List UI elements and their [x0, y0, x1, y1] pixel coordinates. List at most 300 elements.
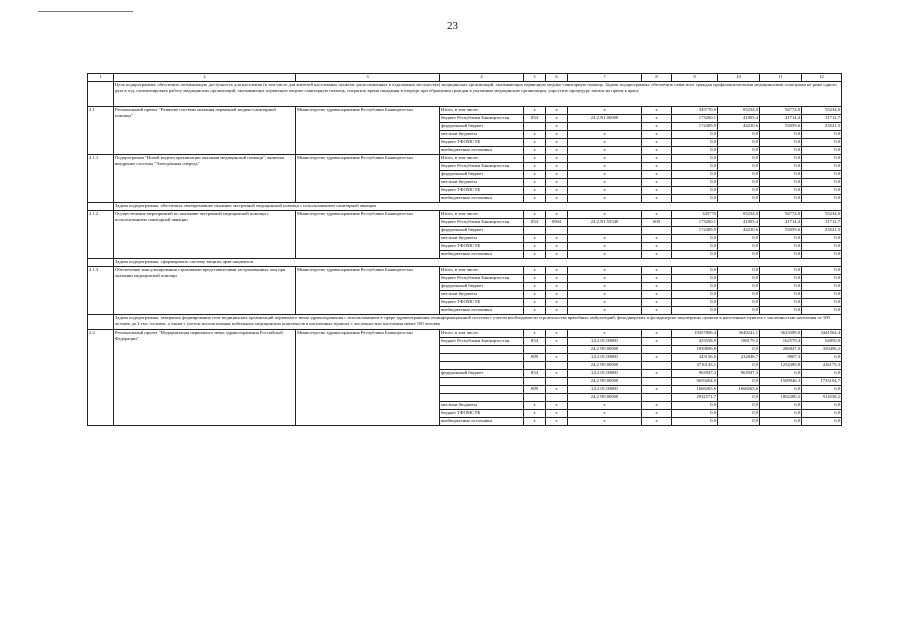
amount-cell: 0,0	[802, 307, 842, 315]
amount-cell: 0,0	[760, 235, 802, 243]
code-cell: 809	[524, 386, 546, 394]
code-cell: х	[546, 211, 568, 219]
code-cell: х	[546, 171, 568, 179]
amount-cell: 0,0	[672, 171, 718, 179]
code-cell	[642, 227, 672, 235]
amount-cell: 0,0	[760, 171, 802, 179]
code-cell: х	[524, 275, 546, 283]
amount-cell: 0,0	[802, 243, 842, 251]
code-cell: х	[642, 187, 672, 195]
amount-cell: 172409,9	[672, 227, 718, 235]
amount-cell: 0,0	[718, 155, 760, 163]
amount-cell: 345770,0	[672, 107, 718, 115]
col-header: 6	[546, 74, 568, 82]
amount-cell: 0,0	[760, 386, 802, 394]
funding-source: бюджет ТФОМС РБ	[440, 410, 524, 418]
amount-cell: 0,0	[718, 187, 760, 195]
amount-cell: 53059,6	[760, 227, 802, 235]
code-cell: х	[642, 139, 672, 147]
amount-cell: 0,0	[760, 402, 802, 410]
col-header: 2	[114, 74, 296, 82]
funding-source	[440, 394, 524, 402]
amount-cell: 0,0	[802, 171, 842, 179]
code-cell: х	[524, 291, 546, 299]
code-cell: х	[546, 283, 568, 291]
amount-cell: 3623309,0	[760, 330, 802, 338]
col-header: 5	[524, 74, 546, 82]
funding-source: бюджет ТФОМС РБ	[440, 243, 524, 251]
code-cell: х	[546, 131, 568, 139]
task-row	[88, 82, 842, 107]
amount-cell: 914538,2	[802, 394, 842, 402]
code-cell: х	[524, 283, 546, 291]
table-row	[88, 330, 842, 338]
code-cell: х	[524, 418, 546, 426]
code-cell: х	[546, 163, 568, 171]
amount-cell: 0,0	[802, 267, 842, 275]
amount-cell: 41003,4	[718, 219, 760, 227]
amount-cell: 188179,5	[718, 338, 760, 346]
amount-cell: 0,0	[802, 179, 842, 187]
amount-cell: 0,0	[718, 362, 760, 370]
code-cell: х	[642, 179, 672, 187]
amount-cell: 162579,4	[760, 338, 802, 346]
funding-source: бюджет Республики Башкортостан	[440, 115, 524, 123]
code-cell: х	[568, 410, 642, 418]
code-cell: х	[568, 418, 642, 426]
amount-cell: 0,0	[760, 283, 802, 291]
col-header: 8	[642, 74, 672, 82]
task-text: Задача подпрограммы: завершить формирование сети медицинских организаций первичного звена здравоохранения с использованием в сфере здравоохранения геоинформационной системы с учетом необходимости строительства врачебных амбулаторий, фельдшерских и фельдшерско-акушерских пунктов в населенных пунктах с численностью населения от 100 человек до 2 тыс. человек, а также с учетом использования мобильных медицинских комплексов в населенных пунктах с численностью населения менее 100 человек	[114, 315, 842, 330]
code-cell: х	[546, 354, 568, 362]
code-cell: х	[568, 155, 642, 163]
code-cell: х	[546, 370, 568, 378]
item-number: 2.1.2	[88, 211, 114, 259]
code-cell: 24.2.N9.00000	[568, 362, 642, 370]
code-cell: х	[546, 235, 568, 243]
funding-source: федеральный бюджет	[440, 283, 524, 291]
amount-cell: 0,0	[760, 370, 802, 378]
code-cell: х	[642, 123, 672, 131]
code-cell	[642, 362, 672, 370]
amount-cell: 1509946,3	[760, 378, 802, 386]
amount-cell: 0,0	[802, 299, 842, 307]
code-cell	[642, 378, 672, 386]
amount-cell: 0,0	[718, 147, 760, 155]
code-cell: х	[642, 410, 672, 418]
code-cell: х	[642, 115, 672, 123]
task-row	[88, 315, 842, 330]
amount-cell: 0,0	[718, 267, 760, 275]
amount-cell: 1668265,6	[672, 386, 718, 394]
amount-cell: 0,0	[672, 195, 718, 203]
code-cell: х	[568, 235, 642, 243]
amount-cell: 55234,0	[802, 211, 842, 219]
amount-cell: 55234,0	[802, 107, 842, 115]
code-cell: х	[546, 275, 568, 283]
code-cell: 24.2.N1.00000	[568, 115, 642, 123]
amount-cell: 0,0	[802, 235, 842, 243]
code-cell: х	[642, 131, 672, 139]
item-executor: Министерство здравоохранения Республики Башкортостан	[296, 211, 440, 259]
code-cell: х	[524, 107, 546, 115]
amount-cell: 94774,0	[760, 107, 802, 115]
code-cell: х	[642, 402, 672, 410]
amount-cell: 0,0	[760, 307, 802, 315]
handwritten-mark	[38, 11, 133, 14]
code-cell	[546, 378, 568, 386]
funding-source: внебюджетные источники	[440, 195, 524, 203]
amount-cell: 0,0	[718, 139, 760, 147]
code-cell: х	[546, 139, 568, 147]
code-cell: х	[524, 187, 546, 195]
amount-cell: 0,0	[718, 394, 760, 402]
amount-cell: 0,0	[718, 307, 760, 315]
amount-cell: 0,0	[760, 243, 802, 251]
funding-source: Итого, в том числе:	[440, 330, 524, 338]
amount-cell: 41714,4	[760, 115, 802, 123]
item-name: Региональный проект "Развитие системы оказания первичной медико-санитарной помощи"	[114, 107, 296, 155]
code-cell: 24.2.01.00000	[568, 386, 642, 394]
funding-source: внебюджетные источники	[440, 147, 524, 155]
task-row	[88, 259, 842, 267]
amount-cell: 85234,0	[718, 107, 760, 115]
funding-source: местные бюджеты	[440, 179, 524, 187]
item-name: Осуществление мероприятий по оказанию экстренной медицинской помощи с использованием санитарной авиации	[114, 211, 296, 259]
funding-source: внебюджетные источники	[440, 251, 524, 259]
funding-source: местные бюджеты	[440, 131, 524, 139]
code-cell: 854	[524, 219, 546, 227]
amount-cell: 0,0	[718, 378, 760, 386]
amount-cell: 31712,7	[802, 219, 842, 227]
code-cell	[568, 227, 642, 235]
code-cell: х	[642, 275, 672, 283]
code-cell	[524, 227, 546, 235]
code-cell: 24.2.N9.00000	[568, 378, 642, 386]
funding-source	[440, 378, 524, 386]
code-cell: х	[642, 418, 672, 426]
amount-cell: 1668265,6	[718, 386, 760, 394]
code-cell: х	[568, 330, 642, 338]
funding-source: федеральный бюджет	[440, 227, 524, 235]
table-row	[88, 211, 842, 219]
code-cell: х	[642, 155, 672, 163]
amount-cell: 0,0	[802, 147, 842, 155]
amount-cell: 19457806,4	[672, 330, 718, 338]
code-cell: х	[546, 195, 568, 203]
code-cell: х	[524, 171, 546, 179]
amount-cell: 0,0	[802, 155, 842, 163]
funding-source: местные бюджеты	[440, 402, 524, 410]
code-cell: х	[642, 386, 672, 394]
code-cell: х	[546, 267, 568, 275]
code-cell: х	[568, 171, 642, 179]
funding-source	[440, 386, 524, 394]
amount-cell: 0,0	[672, 402, 718, 410]
amount-cell: 453558,9	[672, 338, 718, 346]
code-cell: х	[568, 291, 642, 299]
col-header: 7	[568, 74, 642, 82]
code-cell: х	[568, 187, 642, 195]
amount-cell: 85234,0	[718, 211, 760, 219]
amount-cell: 0,0	[802, 251, 842, 259]
funding-source: федеральный бюджет	[440, 123, 524, 131]
item-executor: Министерство здравоохранения Республики Башкортостан	[296, 107, 440, 155]
amount-cell: 31712,7	[802, 115, 842, 123]
amount-cell: 0,0	[718, 251, 760, 259]
amount-cell: 0,0	[672, 299, 718, 307]
amount-cell: 0,0	[718, 410, 760, 418]
code-cell: х	[524, 195, 546, 203]
amount-cell: 0,0	[672, 147, 718, 155]
amount-cell: 0,0	[672, 418, 718, 426]
amount-cell: 173260,1	[672, 115, 718, 123]
amount-cell: 0,0	[802, 370, 842, 378]
code-cell: х	[568, 131, 642, 139]
code-cell: х	[568, 139, 642, 147]
amount-cell: 0,0	[802, 163, 842, 171]
code-cell: х	[524, 211, 546, 219]
code-cell: х	[568, 267, 642, 275]
code-cell	[546, 346, 568, 354]
code-cell: х	[524, 147, 546, 155]
code-cell: х	[546, 107, 568, 115]
amount-cell: 0,0	[672, 243, 718, 251]
code-cell: х	[568, 211, 642, 219]
code-cell: х	[642, 171, 672, 179]
col-header: 11	[760, 74, 802, 82]
amount-cell: 0,0	[760, 275, 802, 283]
page-number: 23	[447, 20, 458, 32]
code-cell: х	[642, 267, 672, 275]
table-row	[88, 267, 842, 275]
code-cell: х	[546, 179, 568, 187]
code-cell: х	[568, 275, 642, 283]
amount-cell: 1254389,8	[760, 362, 802, 370]
code-cell: 24.2.01.00000	[568, 338, 642, 346]
code-cell: х	[546, 147, 568, 155]
code-cell: 809	[524, 354, 546, 362]
amount-cell: 0,0	[718, 195, 760, 203]
code-cell: х	[568, 243, 642, 251]
amount-cell: 343156,0	[672, 354, 718, 362]
amount-cell: 0,0	[760, 131, 802, 139]
amount-cell: 64850,0	[802, 338, 842, 346]
amount-cell: 0,0	[718, 291, 760, 299]
funding-source	[440, 362, 524, 370]
task-text: Цель подпрограммы: обеспечить оптимальную доступность для населения (в том числе для жителей населенных пунктов, расположенных в отдаленных местностях) медицинских организаций, оказывающих первичную медико-санитарную помощь. Задачи подпрограммы: обеспечить охват всех граждан профилактическими медицинскими осмотрами не реже одного раза в год, оптимизировать работу медицинских организаций, оказывающих первичную медико-санитарную помощь, сократить время ожидания в очереди при обращении граждан в указанные медицинские организации, упростить процедуру записи на прием к врачу	[114, 82, 842, 107]
code-cell: х	[568, 299, 642, 307]
amount-cell: 0,0	[760, 291, 802, 299]
amount-cell: 0,0	[672, 410, 718, 418]
funding-source: внебюджетные источники	[440, 418, 524, 426]
amount-cell: 0,0	[760, 195, 802, 203]
amount-cell: 0,0	[672, 163, 718, 171]
amount-cell: 3049241,1	[718, 330, 760, 338]
code-cell	[524, 362, 546, 370]
amount-cell: 0,0	[718, 163, 760, 171]
code-cell: х	[524, 163, 546, 171]
col-header: 10	[718, 74, 760, 82]
code-cell	[568, 123, 642, 131]
amount-cell: 0,0	[802, 418, 842, 426]
amount-cell: 1802280,2	[760, 394, 802, 402]
amount-cell: 0,0	[718, 418, 760, 426]
amount-cell: 0,0	[718, 131, 760, 139]
amount-cell: 0,0	[760, 251, 802, 259]
code-cell	[642, 346, 672, 354]
funding-source: бюджет Республики Башкортостан	[440, 163, 524, 171]
amount-cell: 0,0	[760, 155, 802, 163]
code-cell: х	[642, 211, 672, 219]
empty-cell	[88, 259, 114, 267]
amount-cell: 172409,9	[672, 123, 718, 131]
code-cell: х	[642, 338, 672, 346]
amount-cell: 0,0	[802, 131, 842, 139]
code-cell: 24.2.N1.55540	[568, 219, 642, 227]
amount-cell: 0,0	[672, 235, 718, 243]
item-executor: Министерство здравоохранения Республики Башкортостан	[296, 330, 440, 426]
amount-cell: 1839899,8	[672, 346, 718, 354]
code-cell: 24.2.01.00000	[568, 370, 642, 378]
funding-source: бюджет Республики Башкортостан	[440, 275, 524, 283]
funding-source: федеральный бюджет	[440, 171, 524, 179]
amount-cell: 0,0	[802, 275, 842, 283]
amount-cell: 0,0	[760, 187, 802, 195]
amount-cell: 0,0	[672, 155, 718, 163]
code-cell: х	[546, 386, 568, 394]
code-cell	[524, 378, 546, 386]
amount-cell: 2932571,7	[672, 394, 718, 402]
code-cell: х	[642, 251, 672, 259]
code-cell: х	[568, 163, 642, 171]
code-cell: х	[524, 330, 546, 338]
code-cell: х	[546, 299, 568, 307]
amount-cell: 0,0	[718, 283, 760, 291]
amount-cell: 0,0	[718, 171, 760, 179]
task-row	[88, 203, 842, 211]
funding-source: бюджет Республики Башкортостан	[440, 338, 524, 346]
amount-cell: 0,0	[760, 163, 802, 171]
amount-cell: 0,0	[718, 243, 760, 251]
amount-cell: 0,0	[760, 179, 802, 187]
funding-source	[440, 354, 524, 362]
funding-source: местные бюджеты	[440, 235, 524, 243]
code-cell: х	[546, 251, 568, 259]
code-cell: 24.2.N9.00000	[568, 346, 642, 354]
task-text: Задача подпрограммы: сформировать систему защиты прав пациентов	[114, 259, 842, 267]
amount-cell: 0,0	[672, 275, 718, 283]
code-cell	[546, 362, 568, 370]
code-cell	[524, 346, 546, 354]
funding-source: внебюджетные источники	[440, 307, 524, 315]
code-cell: х	[642, 195, 672, 203]
code-cell: х	[524, 139, 546, 147]
funding-source: Итого, в том числе:	[440, 211, 524, 219]
code-cell: х	[546, 307, 568, 315]
col-header: 3	[296, 74, 440, 82]
code-cell: х	[642, 354, 672, 362]
code-cell: х	[524, 267, 546, 275]
amount-cell: 963947,3	[672, 370, 718, 378]
amount-cell: 0,0	[802, 283, 842, 291]
amount-cell: 0,0	[718, 235, 760, 243]
code-cell: х	[524, 131, 546, 139]
item-number: 2.1.1	[88, 155, 114, 203]
code-cell: х	[568, 195, 642, 203]
code-cell: х	[642, 307, 672, 315]
code-cell	[524, 123, 546, 131]
code-cell: х	[546, 243, 568, 251]
item-name: Подпрограмма "Новой модели организации оказания медицинской помощи", включая внедрение системы "Электронная очередь"	[114, 155, 296, 203]
funding-source: бюджет ТФОМС РБ	[440, 299, 524, 307]
amount-cell: 0,0	[672, 267, 718, 275]
amount-cell: 0,0	[718, 275, 760, 283]
amount-cell: 23521,3	[802, 123, 842, 131]
code-cell: х	[642, 330, 672, 338]
code-cell: 854	[524, 370, 546, 378]
code-cell: х	[546, 155, 568, 163]
column-header-row	[88, 74, 842, 82]
amount-cell: 0,0	[672, 283, 718, 291]
task-text: Задача подпрограммы: обеспечить своевременное оказание экстренной медицинской помощи с использованием санитарной авиации	[114, 203, 842, 211]
col-header: 12	[802, 74, 842, 82]
funding-source: Итого, в том числе:	[440, 267, 524, 275]
amount-cell: 0,0	[672, 291, 718, 299]
amount-cell: 0,0	[802, 402, 842, 410]
amount-cell: 0,0	[802, 195, 842, 203]
code-cell: х	[642, 243, 672, 251]
code-cell: х	[524, 410, 546, 418]
code-cell: х	[568, 402, 642, 410]
amount-cell: 286847,0	[760, 346, 802, 354]
amount-cell: 0,0	[718, 179, 760, 187]
funding-source: бюджет Республики Башкортостан	[440, 219, 524, 227]
amount-cell: 173260,1	[672, 219, 718, 227]
item-number: 2.1.3	[88, 267, 114, 315]
code-cell: х	[546, 418, 568, 426]
code-cell	[524, 394, 546, 402]
code-cell: х	[642, 147, 672, 155]
amount-cell: 0,0	[672, 251, 718, 259]
code-cell: х	[546, 330, 568, 338]
amount-cell: 0,0	[718, 346, 760, 354]
code-cell: х	[546, 123, 568, 131]
amount-cell: 0,0	[760, 147, 802, 155]
amount-cell: 0,0	[802, 139, 842, 147]
amount-cell: 0,0	[718, 402, 760, 410]
code-cell: х	[546, 291, 568, 299]
item-number: 2.1	[88, 107, 114, 155]
code-cell: х	[568, 283, 642, 291]
funding-source: бюджет ТФОМС РБ	[440, 187, 524, 195]
item-executor: Министерство здравоохранения Республики Башкортостан	[296, 267, 440, 315]
code-cell: х	[546, 187, 568, 195]
code-cell: х	[524, 307, 546, 315]
code-cell: х	[546, 338, 568, 346]
funding-source: местные бюджеты	[440, 291, 524, 299]
code-cell: х	[524, 299, 546, 307]
code-cell: 854	[524, 338, 546, 346]
funding-source: Итого, в том числе:	[440, 107, 524, 115]
amount-cell: 0,0	[672, 139, 718, 147]
item-executor: Министерство здравоохранения Республики Башкортостан	[296, 155, 440, 203]
code-cell: х	[642, 107, 672, 115]
funding-source: бюджет ТФОМС РБ	[440, 139, 524, 147]
amount-cell: 41714,4	[760, 219, 802, 227]
amount-cell: 0,0	[672, 179, 718, 187]
amount-cell: 0,0	[760, 139, 802, 147]
